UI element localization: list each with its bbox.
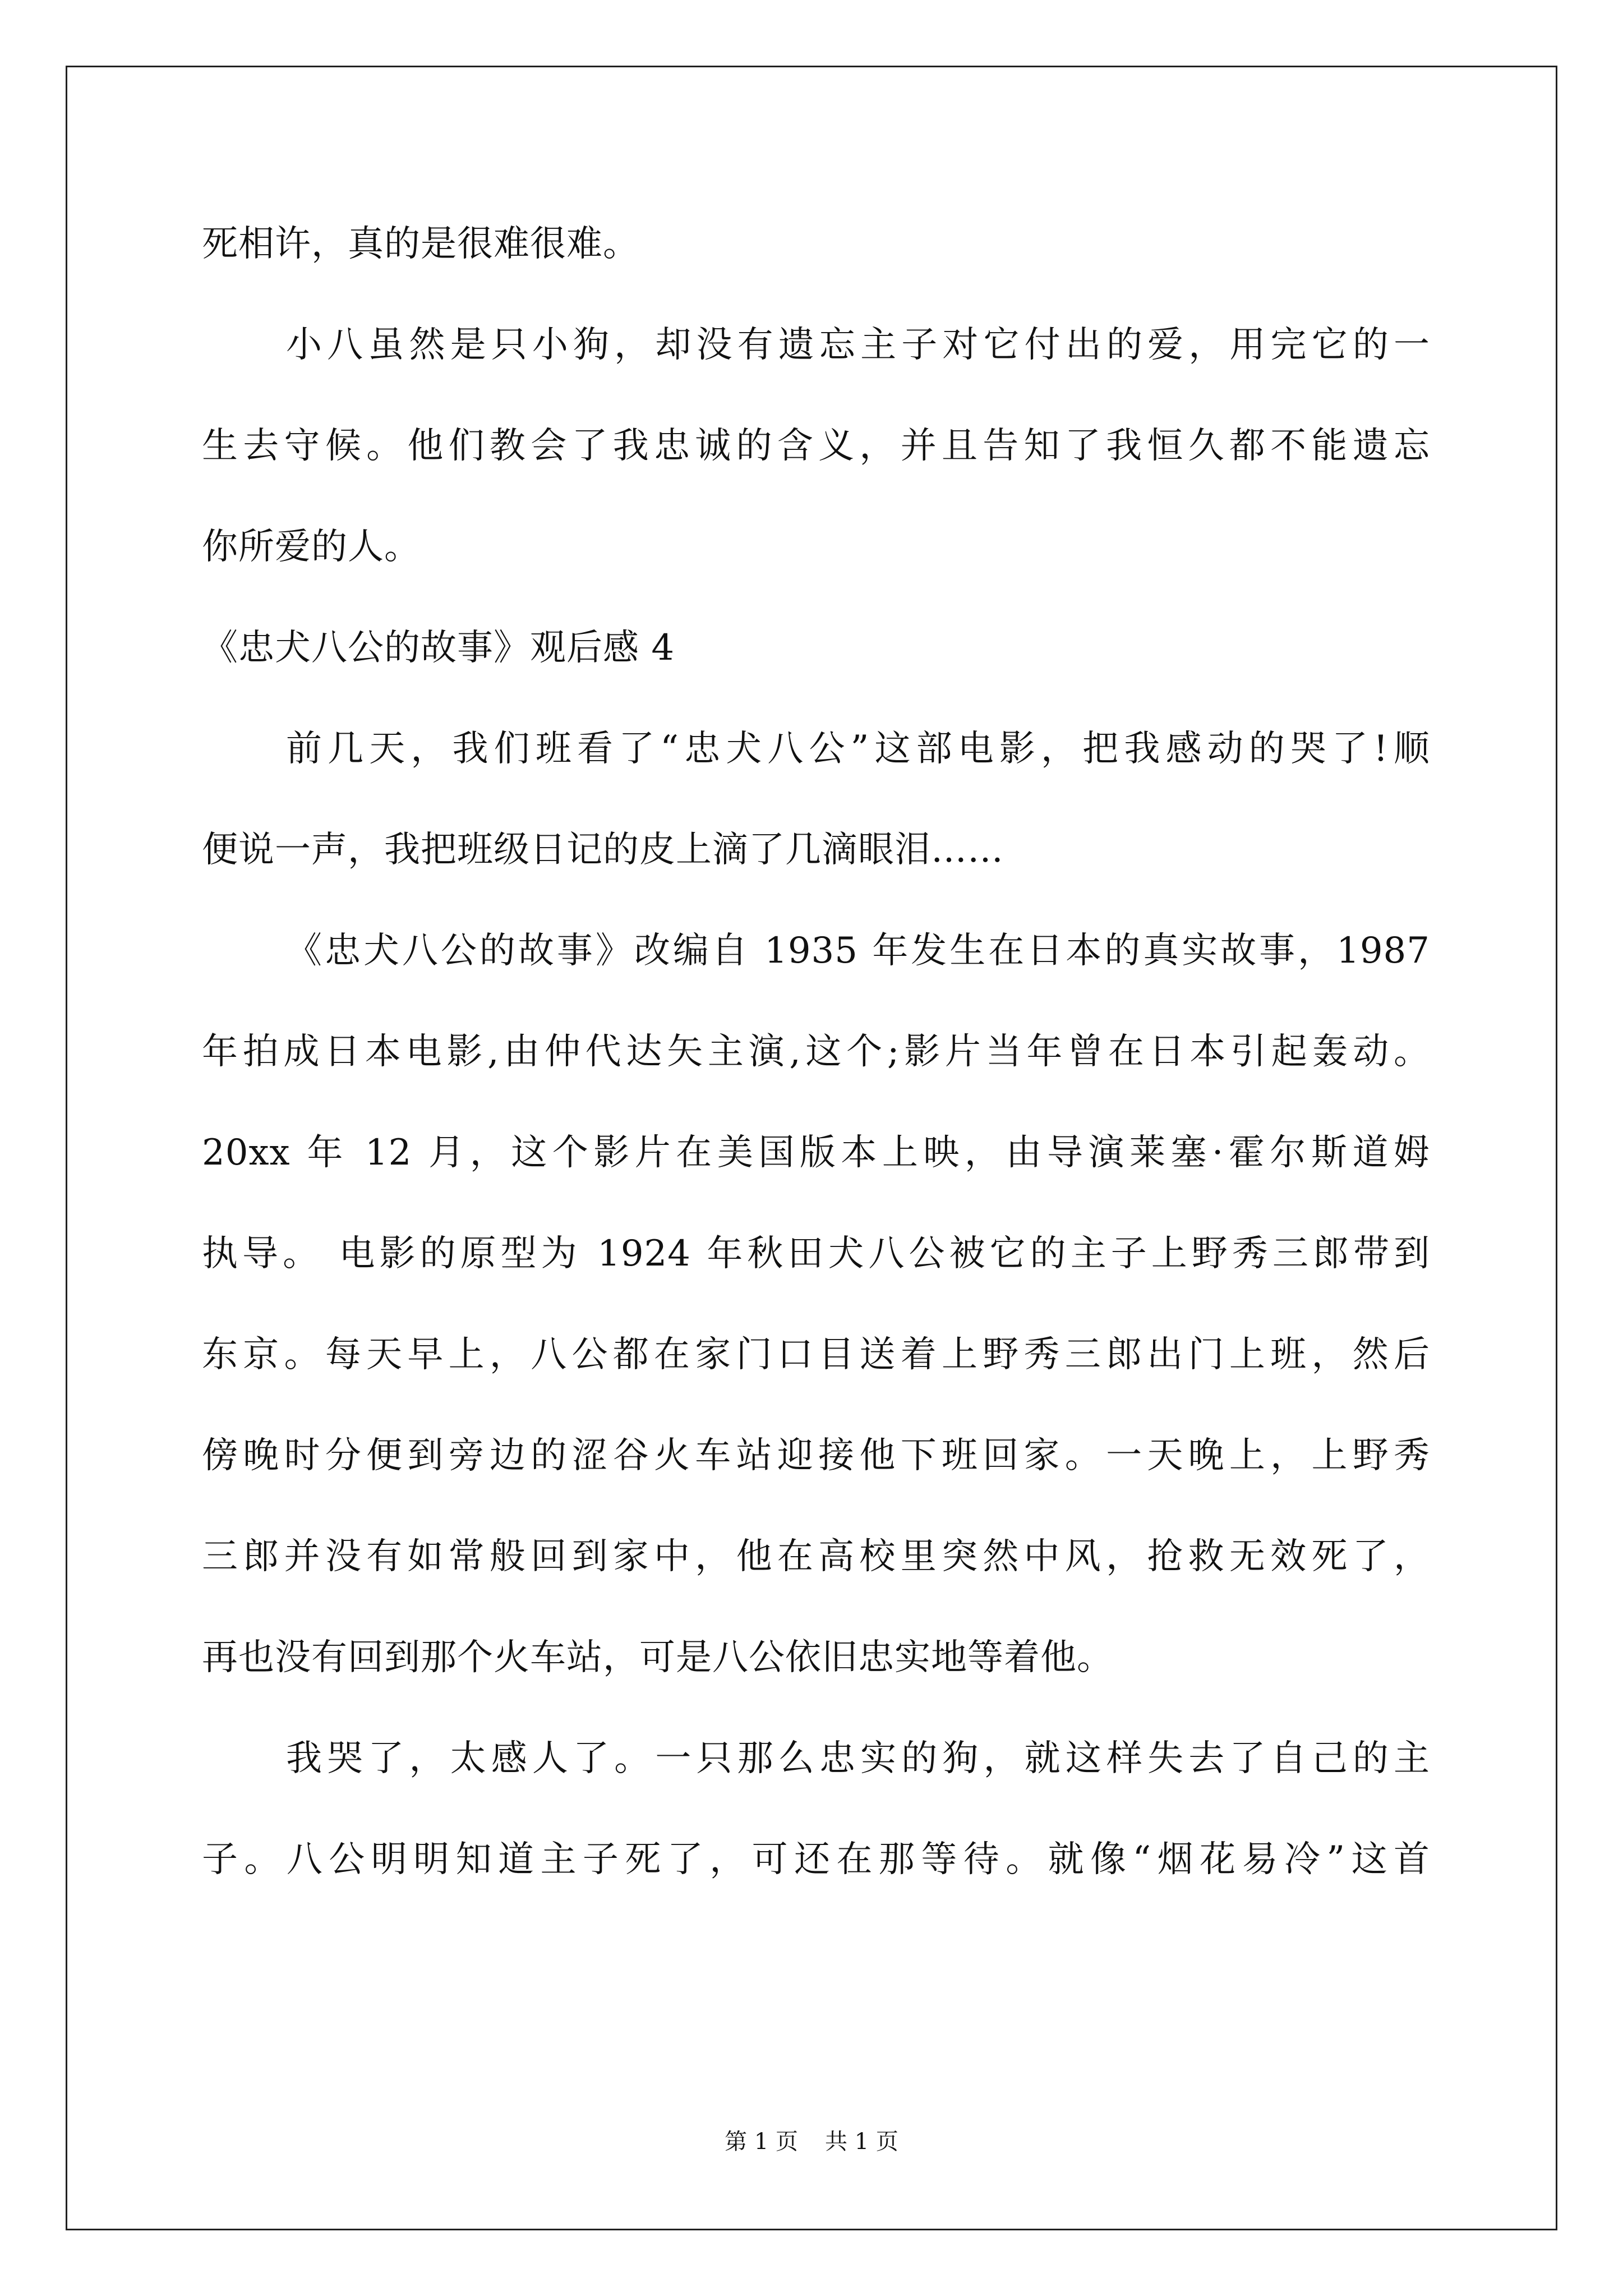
text-line: 《忠犬八公的故事》改编自 1935 年发生在日本的真实故事，1987 — [286, 930, 1430, 972]
text-line: 三郎并没有如常般回到家中，他在高校里突然中风，抢救无效死了， — [202, 1536, 1430, 1577]
document-body — [202, 194, 1430, 1910]
text-line: 我哭了，太感人了。一只那么忠实的狗，就这样失去了自己的主 — [286, 1738, 1430, 1779]
page-number: 第 1 页 — [725, 2129, 798, 2155]
text-line: 生去守候。他们教会了我忠诚的含义，并且告知了我恒久都不能遗忘 — [202, 425, 1430, 467]
section-heading: 《忠犬八公的故事》观后感 4 — [202, 627, 675, 669]
text-line: 便说一声，我把班级日记的皮上滴了几滴眼泪…… — [202, 829, 1004, 871]
text-line: 前几天，我们班看了“忠犬八公”这部电影，把我感动的哭了!顺 — [286, 728, 1430, 770]
text-line: 20xx 年 12 月，这个影片在美国版本上映，由导演莱塞·霍尔斯道姆 — [202, 1132, 1430, 1174]
text-line: 小八虽然是只小狗，却没有遗忘主子对它付出的爱，用完它的一 — [286, 324, 1430, 366]
text-line: 死相许，真的是很难很难。 — [202, 223, 639, 265]
text-line: 再也没有回到那个火车站，可是八公依旧忠实地等着他。 — [202, 1637, 1113, 1678]
text-line: 执导。 电影的原型为 1924 年秋田犬八公被它的主子上野秀三郎带到 — [202, 1233, 1430, 1274]
text-line: 东京。每天早上，八公都在家门口目送着上野秀三郎出门上班，然后 — [202, 1334, 1430, 1375]
text-line: 年拍成日本电影,由仲代达矢主演,这个;影片当年曾在日本引起轰动。 — [202, 1031, 1430, 1073]
page-footer — [0, 2124, 1623, 2156]
text-line: 傍晚时分便到旁边的涩谷火车站迎接他下班回家。一天晚上，上野秀 — [202, 1435, 1430, 1476]
text-line: 子。八公明明知道主子死了，可还在那等待。就像“烟花易冷”这首 — [202, 1839, 1430, 1880]
page-total: 共 1 页 — [825, 2129, 898, 2155]
text-line: 你所爱的人。 — [202, 526, 421, 568]
